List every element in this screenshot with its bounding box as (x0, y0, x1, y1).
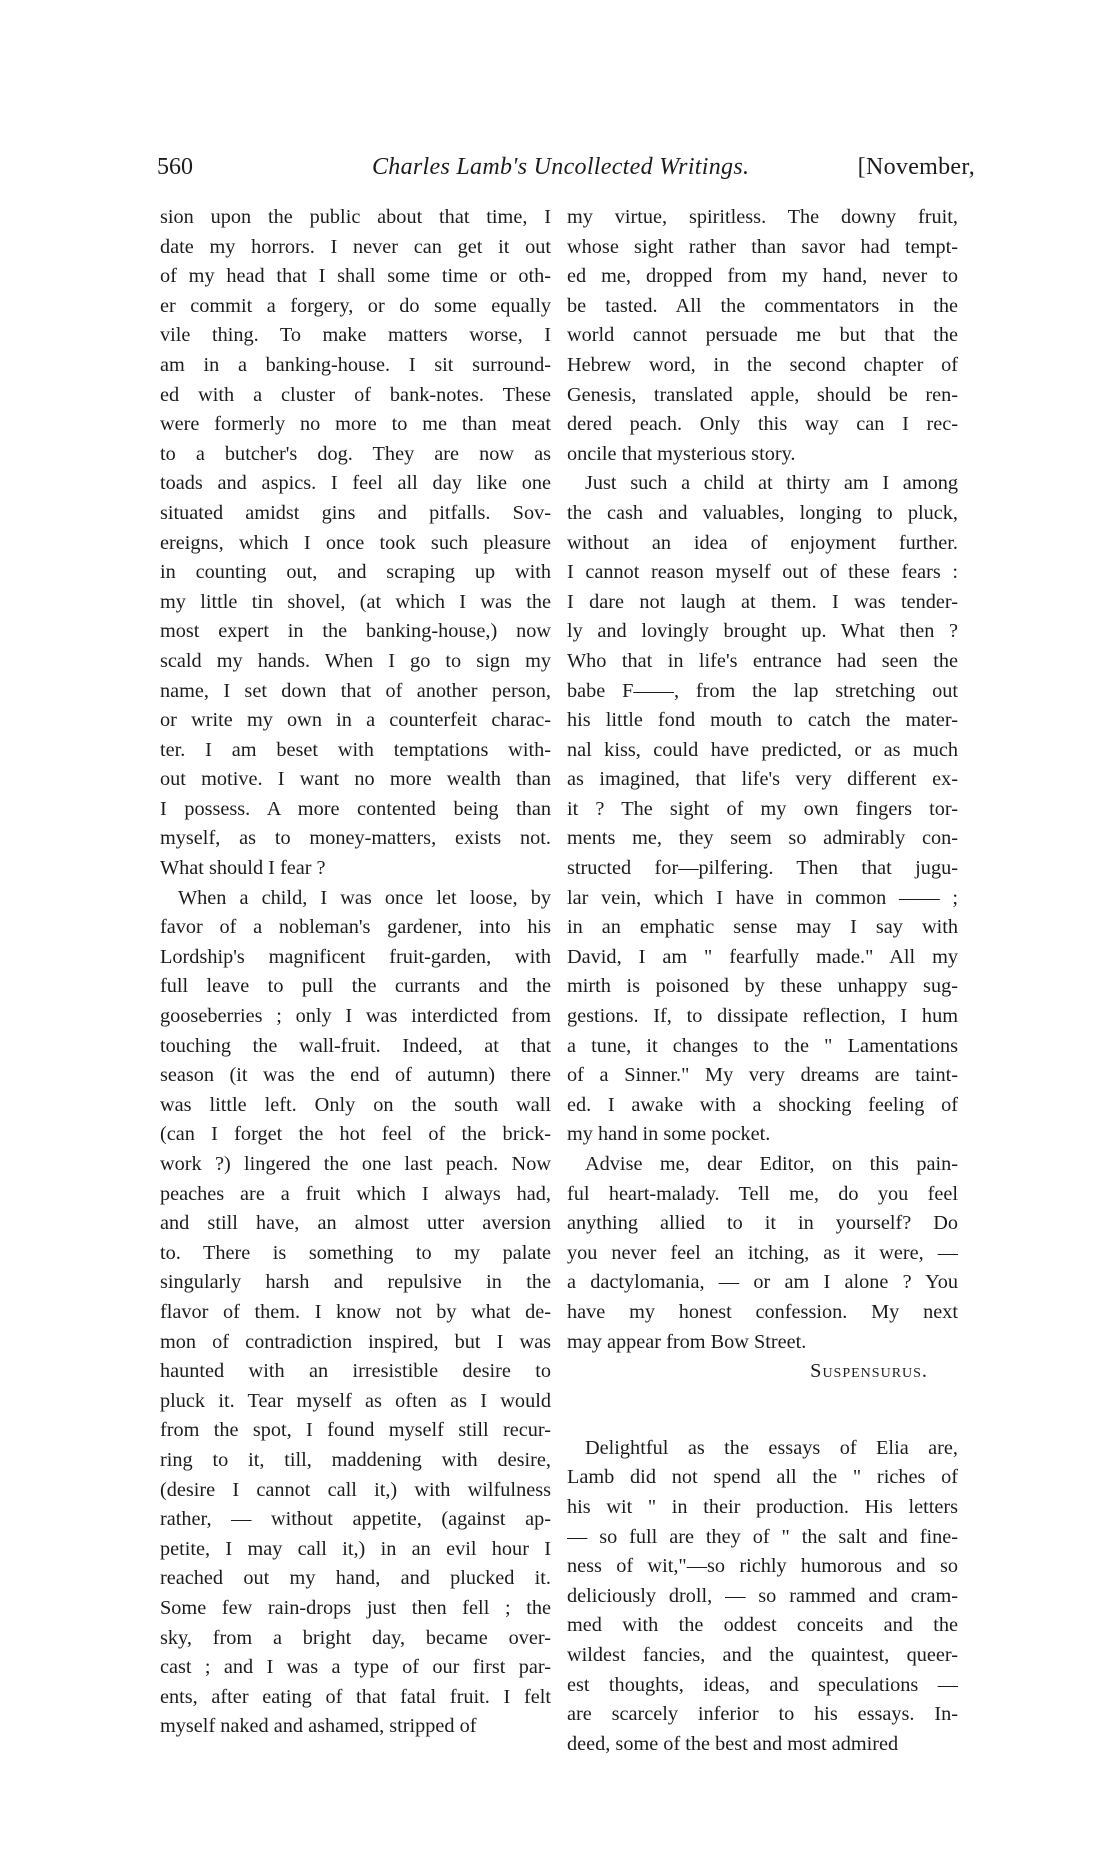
text-line: I dare not laugh at them. I was tender- (567, 590, 958, 613)
text-line: haunted with an irresistible desire to (160, 1360, 551, 1383)
text-line: Delightful as the essays of Elia are, (585, 1436, 958, 1459)
text-line: reached out my hand, and plucked it. (160, 1567, 551, 1590)
text-line: sion upon the public about that time, I (160, 206, 551, 228)
text-line: deliciously droll, — so rammed and cram- (567, 1584, 958, 1607)
text-line: wildest fancies, and the quaintest, queer- (567, 1643, 958, 1666)
text-line: ring to it, till, maddening with desire, (160, 1448, 551, 1471)
text-line: cast ; and I was a type of our first par- (160, 1656, 551, 1679)
text-line: oncile that mysterious story. (567, 442, 796, 465)
text-line: or write my own in a counterfeit charac- (160, 709, 551, 732)
text-line: petite, I may call it,) in an evil hour I (160, 1537, 551, 1560)
text-line: ed with a cluster of bank-notes. These (160, 383, 551, 406)
text-line: without an idea of enjoyment further. (567, 531, 958, 554)
signature: Suspensurus. (810, 1360, 928, 1383)
text-line: situated amidst gins and pitfalls. Sov- (160, 501, 551, 524)
text-line: babe F——, from the lap stretching out (567, 679, 958, 702)
text-line: from the spot, I found myself still recur- (160, 1419, 551, 1442)
text-line: nal kiss, could have predicted, or as much (567, 738, 958, 761)
text-line: ter. I am beset with temptations with- (160, 738, 551, 761)
text-line: med with the oddest conceits and the (567, 1614, 958, 1637)
running-title: Charles Lamb's Uncollected Writings. (372, 154, 750, 180)
page-number: 560 (157, 154, 193, 180)
text-line: my virtue, spiritless. The downy fruit, (567, 206, 958, 228)
text-line: David, I am " fearfully made." All my (567, 945, 958, 968)
text-line: Lamb did not spend all the " riches of (567, 1466, 958, 1489)
text-line: my hand in some pocket. (567, 1123, 771, 1146)
text-line: be tasted. All the commentators in the (567, 294, 958, 317)
right-column (567, 203, 958, 1759)
text-line: are scarcely inferior to his essays. In- (567, 1703, 958, 1726)
text-line: world cannot persuade me but that the (567, 324, 958, 347)
text-line: peaches are a fruit which I always had, (160, 1182, 551, 1205)
text-line: Lordship's magnificent fruit-garden, with (160, 945, 551, 968)
text-line: in an emphatic sense may I say with (567, 916, 958, 939)
text-line: his little fond mouth to catch the mater- (567, 709, 958, 732)
text-line: scald my hands. When I go to sign my (160, 649, 551, 672)
text-line: deed, some of the best and most admired (567, 1732, 899, 1755)
text-line: the cash and valuables, longing to pluck, (567, 501, 958, 524)
text-line: you never feel an itching, as it were, — (567, 1241, 958, 1264)
text-line: ments me, they seem so admirably con- (567, 827, 958, 850)
text-line: of a Sinner." My very dreams are taint- (567, 1064, 958, 1087)
running-header (157, 154, 975, 194)
header-month: [November, (857, 154, 975, 180)
text-line: gooseberries ; only I was interdicted from (160, 1005, 551, 1028)
text-line: ness of wit,"—so richly humorous and so (567, 1555, 958, 1578)
text-line: to. There is something to my palate (160, 1241, 551, 1264)
text-line: ly and lovingly brought up. What then ? (567, 620, 958, 643)
text-line: I cannot reason myself out of these fears : (567, 561, 958, 584)
text-line: myself, as to money-matters, exists not. (160, 827, 551, 850)
text-line: touching the wall-fruit. Indeed, at that (160, 1034, 551, 1057)
text-line: out motive. I want no more wealth than (160, 768, 551, 791)
text-line: may appear from Bow Street. (567, 1330, 807, 1353)
text-line: singularly harsh and repulsive in the (160, 1271, 551, 1294)
text-line: vile thing. To make matters worse, I (160, 324, 551, 347)
text-line: full leave to pull the currants and the (160, 975, 551, 998)
text-line: ed me, dropped from my hand, never to (567, 265, 958, 288)
text-line: season (it was the end of autumn) there (160, 1064, 551, 1087)
text-line: flavor of them. I know not by what de- (160, 1300, 551, 1323)
text-line: Who that in life's entrance had seen the (567, 649, 958, 672)
text-line: date my horrors. I never can get it out (160, 235, 551, 258)
text-line: most expert in the banking-house,) now (160, 620, 551, 643)
text-line: ful heart-malady. Tell me, do you feel (567, 1182, 958, 1205)
text-line: What should I fear ? (160, 857, 326, 880)
text-line: pluck it. Tear myself as often as I would (160, 1389, 551, 1412)
text-line: lar vein, which I have in common —— ; (567, 886, 958, 909)
text-line: have my honest confession. My next (567, 1300, 958, 1323)
left-column (160, 203, 551, 1742)
text-line: Some few rain-drops just then fell ; the (160, 1596, 551, 1619)
text-line: were formerly no more to me than meat (160, 413, 551, 436)
text-line: dered peach. Only this way can I rec- (567, 413, 958, 436)
text-line: — so full are they of " the salt and fine- (567, 1525, 958, 1548)
text-line: When a child, I was once let loose, by (178, 886, 551, 909)
text-line: his wit " in their production. His letters (567, 1495, 958, 1518)
text-line: name, I set down that of another person, (160, 679, 551, 702)
text-line: am in a banking-house. I sit surround- (160, 353, 551, 376)
text-line: (desire I cannot call it,) with wilfulness (160, 1478, 551, 1501)
text-line: est thoughts, ideas, and speculations — (567, 1673, 958, 1696)
text-line: it ? The sight of my own fingers tor- (567, 797, 958, 820)
text-line: ed. I awake with a shocking feeling of (567, 1093, 958, 1116)
text-line: my little tin shovel, (at which I was the (160, 590, 551, 613)
text-line (567, 1387, 958, 1434)
text-line: work ?) lingered the one last peach. Now (160, 1153, 551, 1175)
text-line: ents, after eating of that fatal fruit. I felt (160, 1685, 551, 1708)
text-line: rather, — without appetite, (against ap- (160, 1508, 551, 1531)
text-line: in counting out, and scraping up with (160, 561, 551, 584)
text-line: mirth is poisoned by these unhappy sug- (567, 975, 958, 998)
text-line: mon of contradiction inspired, but I was (160, 1330, 551, 1353)
text-line: Genesis, translated apple, should be ren- (567, 383, 958, 406)
text-line: anything allied to it in yourself? Do (567, 1212, 958, 1235)
text-line: and still have, an almost utter aversion (160, 1212, 551, 1235)
text-line: toads and aspics. I feel all day like one (160, 472, 551, 495)
text-line: Advise me, dear Editor, on this pain- (585, 1153, 958, 1175)
text-line: myself naked and ashamed, stripped of (160, 1715, 477, 1738)
text-line: er commit a forgery, or do some equally (160, 294, 551, 317)
text-line: ereigns, which I once took such pleasure (160, 531, 551, 554)
text-line: structed for—pilfering. Then that jugu- (567, 857, 958, 880)
text-line: a tune, it changes to the " Lamentations (567, 1034, 958, 1057)
text-line: I possess. A more contented being than (160, 797, 551, 820)
text-line: gestions. If, to dissipate reflection, I hum (567, 1005, 958, 1028)
text-line: sky, from a bright day, became over- (160, 1626, 551, 1649)
text-line: to a butcher's dog. They are now as (160, 442, 551, 465)
text-line: whose sight rather than savor had tempt- (567, 235, 958, 258)
text-line: Hebrew word, in the second chapter of (567, 353, 958, 376)
text-line: was little left. Only on the south wall (160, 1093, 551, 1116)
text-line: favor of a nobleman's gardener, into his (160, 916, 551, 939)
text-line: of my head that I shall some time or oth- (160, 265, 551, 288)
text-line: (can I forget the hot feel of the brick- (160, 1123, 551, 1146)
text-line: as imagined, that life's very different ex- (567, 768, 958, 791)
text-line: a dactylomania, — or am I alone ? You (567, 1271, 958, 1294)
text-line: Just such a child at thirty am I among (585, 472, 958, 495)
